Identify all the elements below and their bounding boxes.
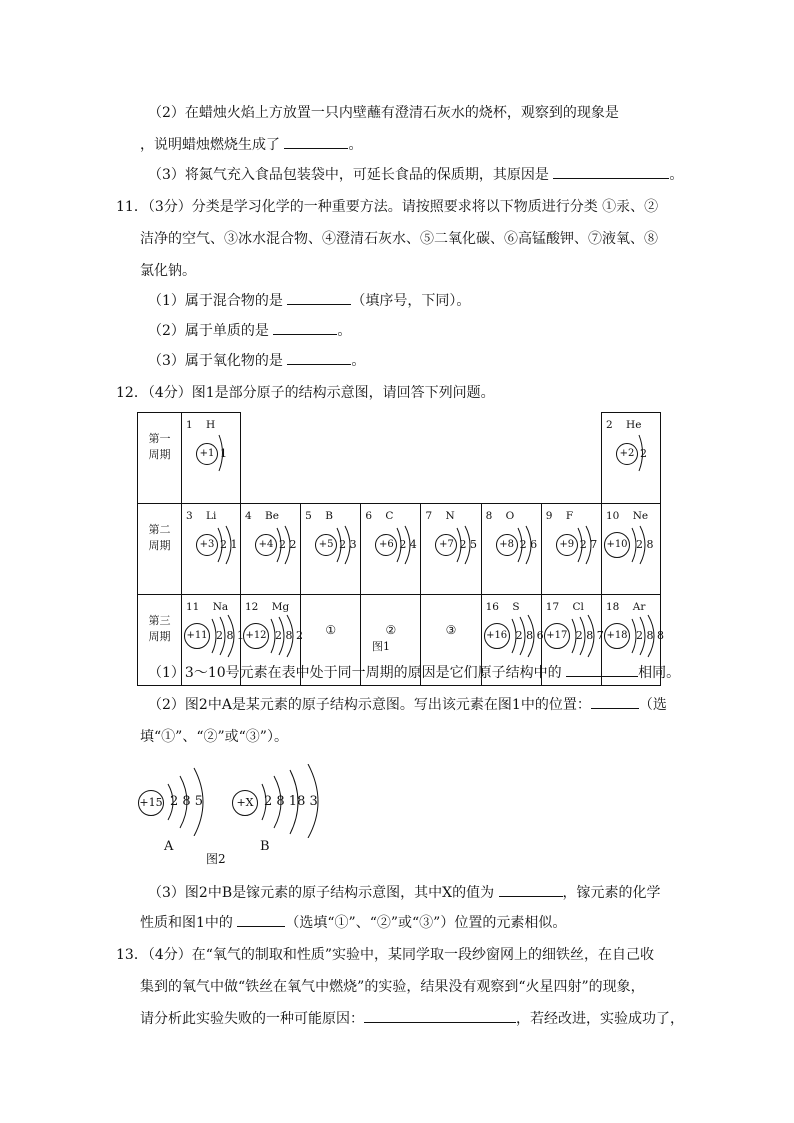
nucleus: +17 <box>544 623 570 649</box>
q11-sub2: （2）属于单质的是 。 <box>148 323 352 339</box>
shell-electrons: 2 4 <box>399 538 417 551</box>
q12-sub3-line2: 性质和图1中的 （选填“①”、“②”或“③”）位置的元素相似。 <box>140 915 567 931</box>
answer-blank[interactable] <box>499 884 563 897</box>
shell-electrons: 2 7 <box>579 538 598 551</box>
element-header: 16 S <box>485 601 520 613</box>
nucleus: +1 <box>196 443 218 465</box>
element-header: 18 Ar <box>606 601 646 613</box>
q11-sub1: （1）属于混合物的是 （填序号，下同）。 <box>148 293 471 309</box>
position-marker: ① <box>325 623 337 637</box>
element-cell-Ne <box>602 504 661 595</box>
shell-electrons: 2 3 <box>339 538 357 551</box>
nucleus: +7 <box>435 534 457 556</box>
figure-1-caption: 图1 <box>372 640 390 653</box>
figure-2-caption: 图2 <box>206 852 226 866</box>
element-header: 9 F <box>545 510 574 522</box>
shell-electrons: 2 2 <box>279 538 297 551</box>
element-header: 6 C <box>365 510 394 522</box>
nucleus: +2 <box>616 443 638 465</box>
shell-electrons: 2 8 18 3 <box>264 794 318 809</box>
nucleus: +12 <box>243 623 269 649</box>
empty-span <box>241 413 602 504</box>
period-label: 第三 周期 <box>138 595 182 686</box>
q12-sub2-line1: （2）图2中A是某元素的原子结构示意图。写出该元素在图1中的位置： （选 <box>148 697 667 713</box>
q12-sub2-line2: 填“①”、“②”或“③”）。 <box>140 729 288 745</box>
period-label: 第二 周期 <box>138 504 182 595</box>
nucleus: +X <box>232 790 258 816</box>
element-cell-B <box>301 504 361 595</box>
element-header: 8 O <box>485 510 515 522</box>
position-marker: ② <box>385 623 397 637</box>
q10-part2-line1: （2）在蜡烛火焰上方放置一只内壁蘸有澄清石灰水的烧杯，观察到的现象是 <box>148 105 619 121</box>
answer-blank[interactable] <box>287 352 351 365</box>
q11-line2: 洁净的空气、③冰水混合物、④澄清石灰水、⑤二氧化碳、⑥高锰酸钾、⑦液氧、⑧ <box>140 231 658 247</box>
element-cell-Li <box>182 504 241 595</box>
q11-line3: 氯化钠。 <box>140 263 196 279</box>
answer-blank[interactable] <box>364 1010 516 1023</box>
element-header: 5 B <box>305 510 333 522</box>
q11-line1: 11．（3分）分类是学习化学的一种重要方法。请按照要求将以下物质进行分类 ①汞、② <box>116 199 659 215</box>
element-cell-N <box>421 504 481 595</box>
q10-part3: （3）将氮气充入食品包装袋中，可延长食品的保质期，其原因是 。 <box>148 167 684 183</box>
shell-electrons: 2 8 7 <box>575 629 604 642</box>
element-header: 11 Na <box>186 601 229 613</box>
answer-blank[interactable] <box>287 292 351 305</box>
element-header: 10 Ne <box>606 510 649 522</box>
shell-electrons: 2 6 <box>519 538 538 551</box>
nucleus: +18 <box>604 623 630 649</box>
q10-part2-line2: ，说明蜡烛燃烧生成了 。 <box>140 137 363 153</box>
answer-blank[interactable] <box>284 136 348 149</box>
shell-electrons: 2 1 <box>220 538 238 551</box>
period-label: 第一 周期 <box>138 413 182 504</box>
q13-line3: 请分析此实验失败的一种可能原因： ，若经改进，实验成功了， <box>140 1011 684 1027</box>
element-header: 12 Mg <box>245 601 290 613</box>
nucleus: +9 <box>556 534 578 556</box>
element-header: 7 N <box>425 510 455 522</box>
nucleus: +3 <box>196 534 218 556</box>
q12-stem: 12．（4分）图1是部分原子的结构示意图，请回答下列问题。 <box>116 385 495 401</box>
element-cell-C <box>361 504 421 595</box>
q13-line2: 集到的氧气中做“铁丝在氧气中燃烧”的实验，结果没有观察到“火星四射”的现象， <box>140 979 645 995</box>
answer-blank[interactable] <box>591 696 639 709</box>
nucleus: +5 <box>315 534 337 556</box>
element-header: 1 H <box>186 419 216 431</box>
element-header: 3 Li <box>186 510 217 522</box>
nucleus: +10 <box>604 532 630 558</box>
periodic-table-figure <box>137 412 664 686</box>
shell-electrons: 2 5 <box>459 538 477 551</box>
q13-line1: 13．（4分）在“氧气的制取和性质”实验中，某同学取一段纱窗网上的细铁丝，在自己收 <box>116 947 655 963</box>
answer-blank[interactable] <box>273 322 337 335</box>
answer-blank[interactable] <box>237 914 285 927</box>
q12-sub3-line1: （3）图2中B是镓元素的原子结构示意图，其中X的值为 ，镓元素的化学 <box>148 885 661 901</box>
answer-blank[interactable] <box>566 664 638 677</box>
element-header: 4 Be <box>245 510 279 522</box>
nucleus: +6 <box>375 534 397 556</box>
element-cell-Be <box>241 504 301 595</box>
answer-blank[interactable] <box>553 166 669 179</box>
element-cell-H <box>182 413 241 504</box>
figure-2-label-A: A <box>164 839 174 854</box>
nucleus: +4 <box>255 534 277 556</box>
shell-electrons: 2 8 5 <box>170 794 204 809</box>
shell-electrons: 2 8 6 <box>515 629 544 642</box>
shell-electrons: 1 <box>220 447 227 460</box>
shell-electrons: 2 <box>640 447 647 460</box>
element-header: 17 Cl <box>545 601 584 613</box>
q11-sub3: （3）属于氧化物的是 。 <box>148 353 366 369</box>
shell-electrons: 2 8 1 <box>216 629 244 642</box>
shell-electrons: 2 8 <box>636 538 654 551</box>
element-cell-He <box>602 413 661 504</box>
q12-sub1: （1）3～10号元素在表中处于同一周期的原因是它们原子结构中的 相同。 <box>148 665 681 681</box>
position-marker: ③ <box>445 623 457 637</box>
nucleus: +8 <box>496 534 518 556</box>
nucleus: +11 <box>184 623 210 649</box>
shell-electrons: 2 8 2 <box>275 629 303 642</box>
element-header: 2 He <box>606 419 642 431</box>
nucleus: +15 <box>138 790 164 816</box>
element-cell-O <box>481 504 541 595</box>
element-cell-F <box>541 504 601 595</box>
figure-2-label-B: B <box>260 839 270 854</box>
nucleus: +16 <box>484 623 510 649</box>
shell-electrons: 2 8 8 <box>636 629 664 642</box>
